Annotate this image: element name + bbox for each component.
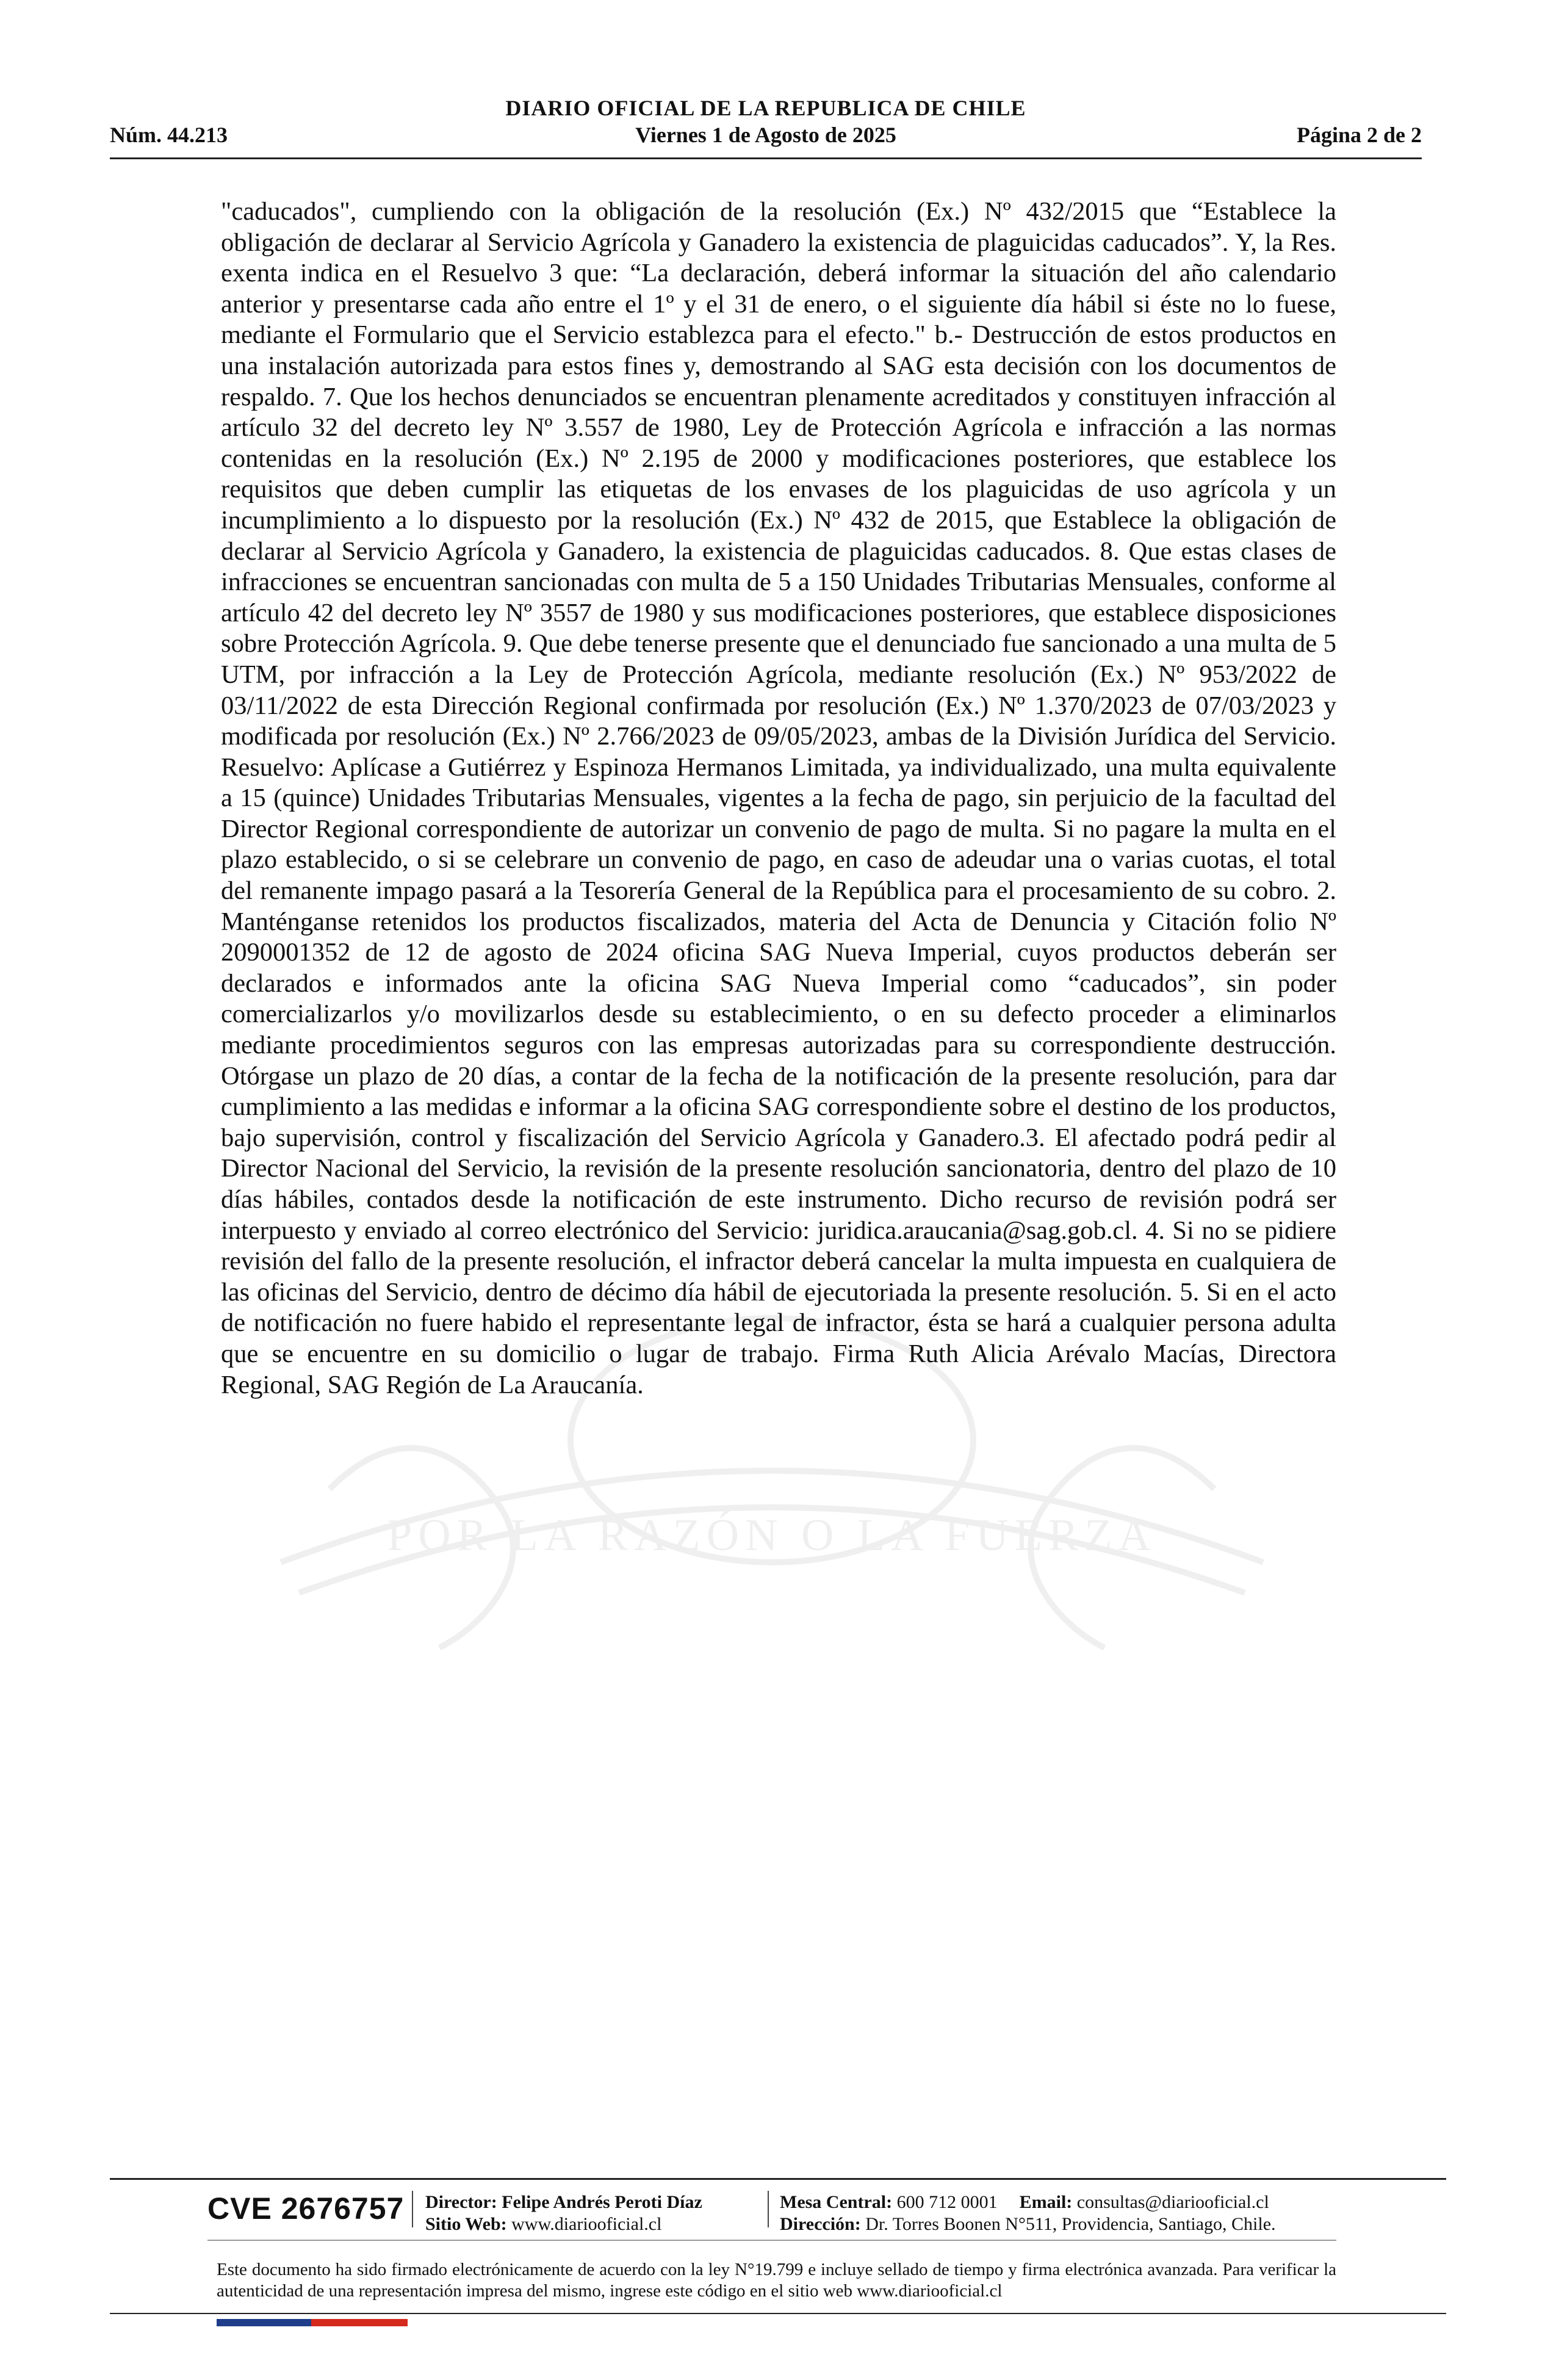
site-link[interactable]: www.diariooficial.cl xyxy=(511,2214,662,2234)
site-label: Sitio Web: xyxy=(425,2214,507,2234)
footer-divider-mid xyxy=(207,2240,1336,2241)
footer-contact-left xyxy=(425,2191,702,2235)
footer-divider-bottom xyxy=(110,2313,1446,2314)
header-divider xyxy=(110,157,1422,159)
email-link[interactable]: consultas@diariooficial.cl xyxy=(1076,2192,1269,2212)
footer-separator xyxy=(412,2191,413,2227)
cve-code: CVE 2676757 xyxy=(207,2191,405,2226)
issue-number: Núm. 44.213 xyxy=(110,123,228,147)
mesa-label: Mesa Central: xyxy=(780,2192,893,2212)
page-number: Página 2 de 2 xyxy=(1296,123,1422,147)
page-header xyxy=(110,92,1422,159)
director-name: Felipe Andrés Peroti Díaz xyxy=(502,2192,702,2212)
resolution-body: "caducados", cumpliendo con la obligación de la resolución (Ex.) Nº 432/2015 que “Establece la obligación de declarar al Servicio Agrícola y Ganadero la existencia de plaguicidas caducados”. Y, la Res. exenta indica en el Resuelvo 3 que: “La declaración, deberá informar la situación del año calendario anterior y presentarse cada año entre el 1º y el 31 de enero, o el siguiente día hábil si éste no lo fuese, mediante el Formulario que el Servicio establezca para el efecto." b.- Destrucción de estos productos en una instalación autorizada para estos fines y, demostrando al SAG esta decisión con los documentos de respaldo. 7. Que los hechos denunciados se encuentran plenamente acreditados y constituyen infracción al artículo 32 del decreto ley Nº 3.557 de 1980, Ley de Protección Agrícola e infracción a las normas contenidas en la resolución (Ex.) Nº 2.195 de 2000 y modificaciones posteriores, que establece los requisitos que deben cumplir las etiquetas de los envases de los plaguicidas de uso agrícola y un incumplimiento a lo dispuesto por la resolución (Ex.) Nº 432 de 2015, que Establece la obligación de declarar al Servicio Agrícola y Ganadero, la existencia de plaguicidas caducados. 8. Que estas clases de infracciones se encuentran sancionadas con multa de 5 a 150 Unidades Tributarias Mensuales, conforme al artículo 42 del decreto ley Nº 3557 de 1980 y sus modificaciones posteriores, que establece disposiciones sobre Protección Agrícola. 9. Que debe tenerse presente que el denunciado fue sancionado a una multa de 5 UTM, por infracción a la Ley de Protección Agrícola, mediante resolución (Ex.) Nº 953/2022 de 03/11/2022 de esta Dirección Regional confirmada por resolución (Ex.) Nº 1.370/2023 de 07/03/2023 y modificada por resolución (Ex.) Nº 2.766/2023 de 09/05/2023, ambas de la División Jurídica del Servicio. Resuelvo: Aplícase a Gutiérrez y Espinoza Hermanos Limitada, ya individualizado, una multa equivalente a 15 (quince) Unidades Tributarias Mensuales, vigentes a la fecha de pago, sin perjuicio de la facultad del Director Regional correspondiente de autorizar un convenio de pago de multa. Si no pagare la multa en el plazo establecido, o si se celebrare un convenio de pago, en caso de adeudar una o varias cuotas, el total del remanente impago pasará a la Tesorería General de la República para el procesamiento de su cobro. 2. Manténganse retenidos los productos fiscalizados, materia del Acta de Denuncia y Citación folio Nº 2090001352 de 12 de agosto de 2024 oficina SAG Nueva Imperial, cuyos productos deberán ser declarados e informados ante la oficina SAG Nueva Imperial como “caducados”, sin poder comercializarlos y/o movilizarlos desde su establecimiento, o en su defecto proceder a eliminarlos mediante procedimientos seguros con las empresas autorizadas para su correspondiente destrucción. Otórgase un plazo de 20 días, a contar de la fecha de la notificación de la presente resolución, para dar cumplimiento a las medidas e informar a la oficina SAG correspondiente sobre el destino de los productos, bajo supervisión, control y fiscalización del Servicio Agrícola y Ganadero.3. El afectado podrá pedir al Director Nacional del Servicio, la revisión de la presente resolución sancionatoria, dentro del plazo de 10 días hábiles, contados desde la notificación de este instrumento. Dicho recurso de revisión podrá ser interpuesto y enviado al correo electrónico del Servicio: juridica.araucania@sag.gob.cl. 4. Si no se pidiere revisión del fallo de la presente resolución, el infractor deberá cancelar la multa impuesta en cualquiera de las oficinas del Servicio, dentro de décimo día hábil de ejecutoriada la presente resolución. 5. Si en el acto de notificación no fuere habido el representante legal de infractor, ésta se hará a cualquier persona adulta que se encuentre en su domicilio o lugar de trabajo. Firma Ruth Alicia Arévalo Macías, Directora Regional, SAG Región de La Araucanía. xyxy=(221,197,1336,1399)
address-label: Dirección: xyxy=(780,2214,861,2234)
footer-separator xyxy=(768,2191,769,2227)
issue-date: Viernes 1 de Agosto de 2025 xyxy=(635,123,896,147)
director-label: Director: xyxy=(425,2192,497,2212)
legal-notice: Este documento ha sido firmado electrónicamente de acuerdo con la ley N°19.799 e incluye sellado de tiempo y firma electrónica avanzada. Para verificar la autenticidad de una representación impresa del mismo, ingrese este código en el sitio web www.diariooficial.cl xyxy=(217,2260,1336,2301)
newspaper-title: DIARIO OFICIAL DE LA REPUBLICA DE CHILE xyxy=(505,96,1026,120)
email-label: Email: xyxy=(1019,2192,1073,2212)
footer-divider-top xyxy=(110,2178,1446,2180)
address-value: Dr. Torres Boonen N°511, Providencia, Santiago, Chile. xyxy=(865,2214,1276,2234)
watermark-motto: POR LA RAZÓN O LA FUERZA xyxy=(387,1510,1157,1560)
flag-stripe-red xyxy=(311,2319,408,2326)
flag-stripe-blue xyxy=(217,2319,311,2326)
footer-contact-right xyxy=(780,2191,1276,2235)
mesa-phone: 600 712 0001 xyxy=(896,2192,998,2212)
